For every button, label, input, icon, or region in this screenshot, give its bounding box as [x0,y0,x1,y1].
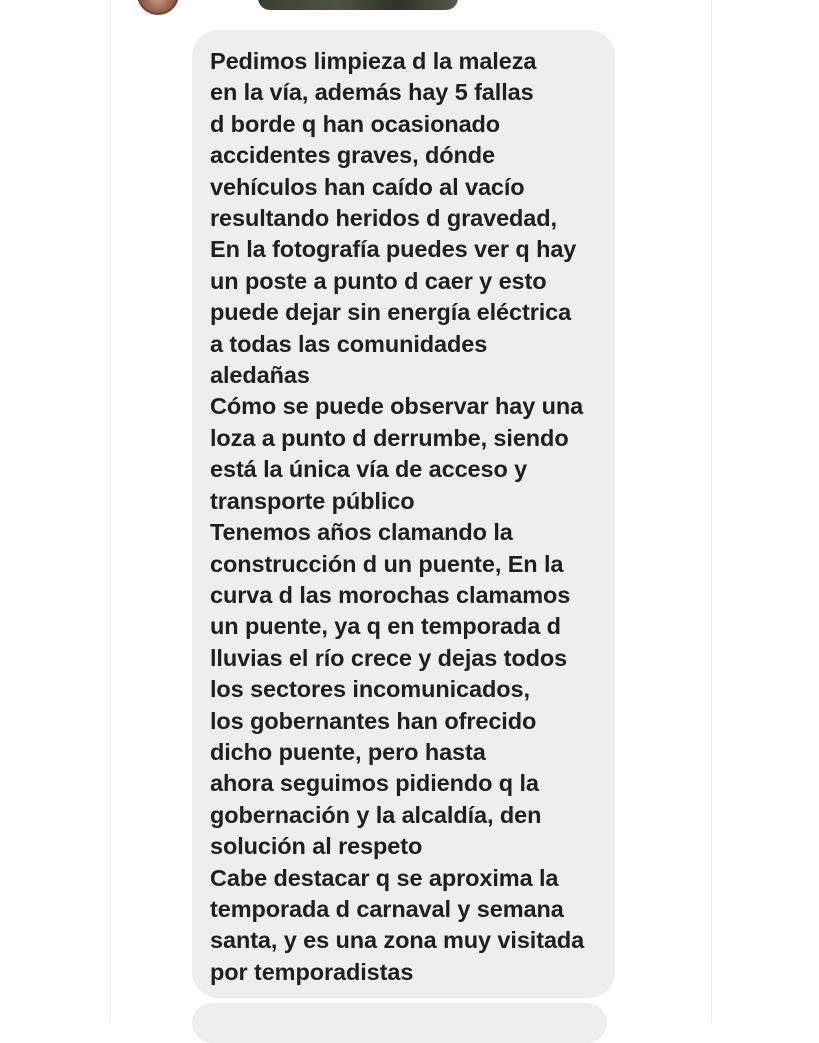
message-line: solución al respeto [210,833,423,860]
message-line: un poste a punto d caer y esto [210,267,547,294]
message-bubble[interactable] [192,30,615,998]
message-line: Cabe destacar q se aproxima la [210,864,559,891]
message-line: Tenemos años clamando la [210,519,513,546]
message-line: Pedimos limpieza d la maleza [210,48,537,74]
message-line: accidentes graves, dónde [210,142,495,169]
message-line: temporada d carnaval y semana [210,895,564,922]
message-line: transporte público [210,487,415,514]
next-message-bubble[interactable] [192,1003,607,1043]
message-line: aledañas [210,362,310,389]
message-line: en la vía, además hay 5 fallas [210,79,534,106]
message-line: d borde q han ocasionado [210,110,501,137]
message-line: Cómo se puede observar hay una [210,393,584,420]
message-line: por temporadistas [210,958,414,985]
message-line: loza a punto d derrumbe, siendo [210,424,569,451]
message-line: un puente, ya q en temporada d [210,613,561,640]
message-line: En la fotografía puedes ver q hay [210,236,577,263]
message-line: lluvias el río crece y dejas todos [210,644,568,671]
message-line: a todas las comunidades [210,330,488,357]
message-line: dicho puente, pero hasta [210,738,486,765]
previous-photo-message[interactable] [258,0,458,10]
message-line: ahora seguimos pidiendo q la [210,770,539,797]
message-line: gobernación y la alcaldía, den [210,801,542,828]
chat-scrollbar[interactable] [803,0,819,1023]
message-line: vehículos han caído al vacío [210,173,525,200]
message-line: los sectores incomunicados, [210,676,530,703]
message-line: puede dejar sin energía eléctrica [210,299,572,326]
message-line: curva d las morochas clamamos [210,581,571,608]
message-line: resultando heridos d gravedad, [210,205,557,232]
message-line: construcción d un puente, En la [210,550,564,577]
message-line: santa, y es una zona muy visitada [210,927,585,954]
message-line: está la única vía de acceso y [210,456,528,483]
message-line: los gobernantes han ofrecido [210,707,537,734]
